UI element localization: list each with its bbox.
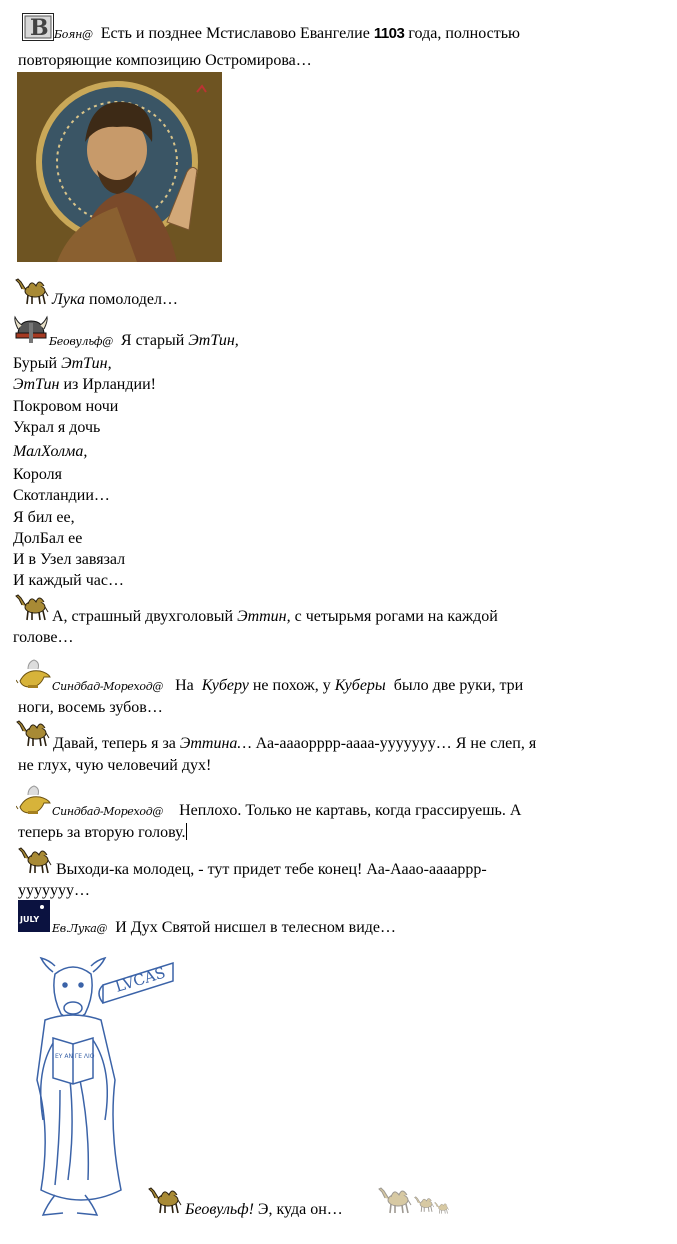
post-text: повторяющие композицию Остромирова…	[18, 52, 312, 69]
post-line: Беовульф! Э, куда он…	[185, 1201, 343, 1218]
post-text: теперь за вторую голову.	[18, 824, 186, 841]
post-line: А, страшный двухголовый Эттин, с четырьмя рогами на каждой	[52, 608, 498, 625]
poem-line: Короля	[13, 466, 63, 483]
poem-line: Покровом ночи	[13, 398, 119, 415]
camel-caravan-icon	[378, 1183, 454, 1219]
camel-icon	[148, 1185, 182, 1215]
post-text: ноги, восемь зубов…	[18, 699, 163, 716]
letter-b-icon	[23, 14, 53, 40]
post-text: голове…	[13, 629, 74, 646]
viking-helmet-icon	[13, 315, 49, 345]
avatar-boyan	[22, 13, 54, 41]
text-cursor	[186, 823, 187, 840]
name-beowulf: Беовульф!	[185, 1201, 254, 1218]
name-luka: Лука	[52, 291, 86, 308]
poem-line: И в Узел завязал	[13, 551, 126, 568]
poem-line: Скотландии…	[13, 487, 110, 504]
poem-line: Бурый ЭтТин,	[13, 355, 112, 372]
camel-icon	[15, 276, 49, 306]
post-text: Есть и позднее Мстиславово Евангелие	[100, 25, 370, 42]
nick-sindbad: Синдбад-Мореход@	[52, 805, 164, 818]
camel-icon	[18, 845, 52, 875]
poem-line: Украл я дочь	[13, 419, 101, 436]
post-line: Давай, теперь я за Эттина… Аа-аааорррр-аааа-ууууууу… Я не слеп, я	[53, 735, 537, 752]
nick-beowulf: Беовульф@	[49, 335, 113, 348]
post-line	[49, 330, 239, 352]
post-text: года, полностью	[408, 25, 520, 42]
icon-painting-luke	[17, 72, 222, 262]
poem-line: И каждый час…	[13, 572, 124, 589]
post-text-italic: ЭтТин,	[188, 332, 239, 349]
year-number: 1103	[373, 25, 405, 42]
book-text: ΕΥ ΑΝ ΓΕ ΛΙΟ	[55, 1053, 95, 1060]
magic-lamp-icon	[16, 785, 52, 815]
poem-line: ДолБал ее	[13, 530, 83, 547]
magic-lamp-icon	[16, 659, 52, 689]
svg-text:B: B	[30, 15, 49, 40]
camel-icon	[16, 718, 50, 748]
post-line: Ев.Лука@ И Дух Святой нисшел в телесном виде…	[52, 919, 397, 936]
post-line	[54, 23, 520, 45]
post-text: ууууууу…	[18, 882, 90, 899]
poem-line: ЭтТин из Ирландии!	[13, 376, 156, 393]
camel-icon	[15, 592, 49, 622]
post-line: Синдбад-Мореход@ Неплохо. Только не картавь, когда грассируешь. А	[52, 802, 522, 819]
post-line: Синдбад-Мореход@ На Куберу не похож, у Куберы было две руки, три	[52, 677, 524, 694]
nick-evluka: Ев.Лука@	[52, 922, 108, 935]
post-text: не глух, чую человечий дух!	[18, 757, 212, 774]
nick-sindbad: Синдбад-Мореход@	[52, 680, 164, 693]
post-text: Я старый	[120, 332, 185, 349]
post-text: помолодел…	[89, 291, 178, 308]
post-text: Выходи-ка молодец, - тут придет тебе конец! Аа-Аааo-ааааррр-	[56, 861, 487, 878]
poem-line: МалХолма,	[13, 443, 88, 460]
poem-line: Я бил ее,	[13, 509, 75, 526]
banner-text: LVCAS	[112, 963, 168, 996]
post-line	[52, 289, 178, 310]
avatar-july: JULY	[18, 900, 50, 932]
nick-boyan: Боян@	[54, 28, 93, 41]
